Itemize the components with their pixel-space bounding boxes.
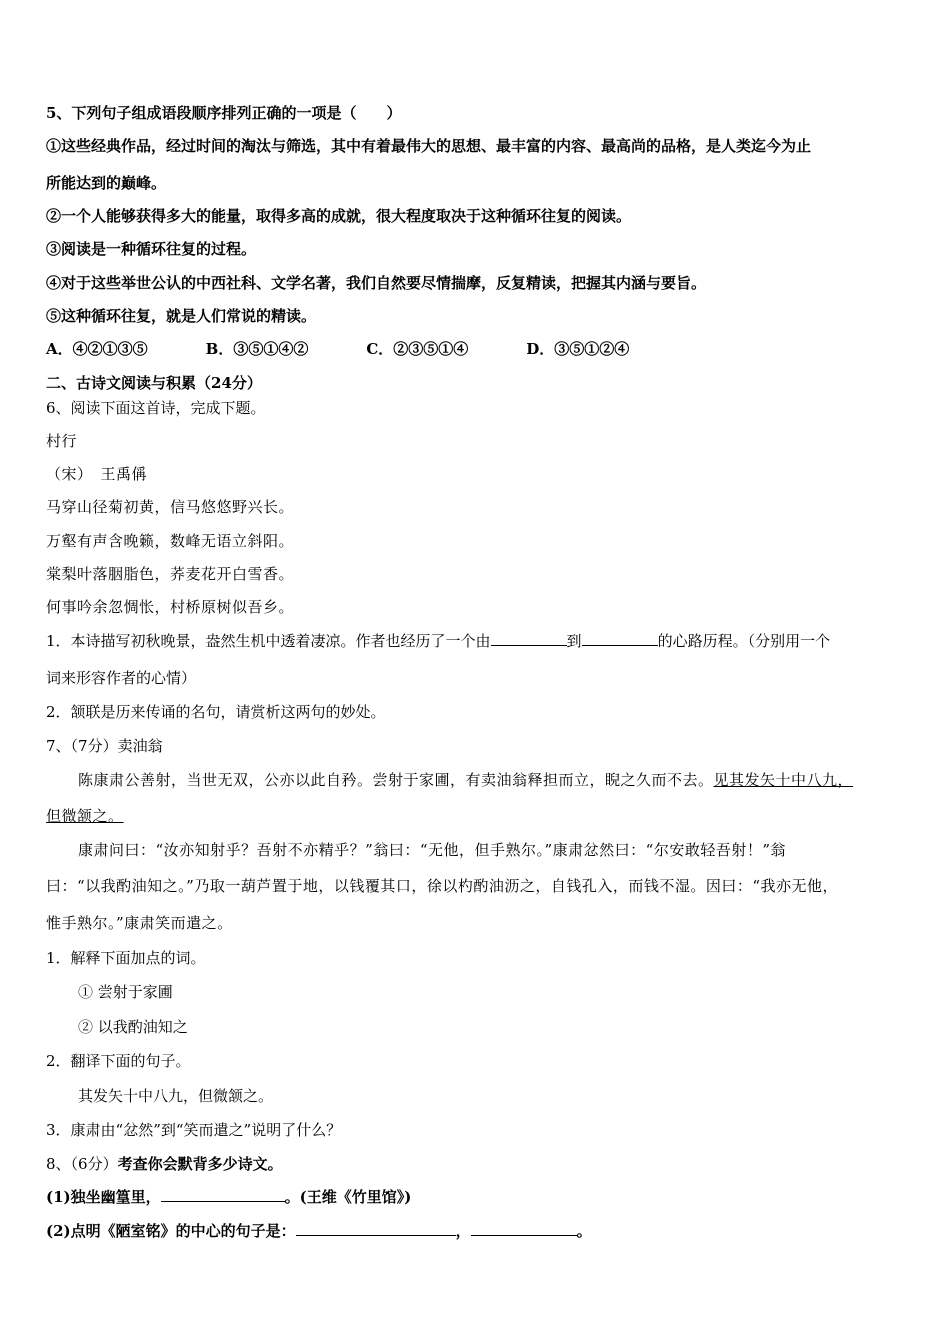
q6-sub2: 2．颔联是历来传诵的名句，请赏析这两句的妙处。 (46, 703, 386, 721)
q7-sub1-item: ② 以我酌油知之 (78, 1018, 188, 1036)
poem-line: 万壑有声含晚籁，数峰无语立斜阳。 (46, 532, 295, 550)
q8-item-2: (2)点明《陋室铭》的中心的句子是： ， 。 (46, 1222, 592, 1240)
answer-blank[interactable] (582, 631, 658, 646)
q8-stem: 8、（6分）考查你会默背多少诗文。 (46, 1155, 283, 1173)
poem-author: （宋） 王禹偁 (46, 465, 148, 483)
poem-line: 何事吟余忽惆怅，村桥原树似吾乡。 (46, 598, 295, 616)
q8-item-1: (1)独坐幽篁里， 。(王维《竹里馆》) (46, 1188, 412, 1206)
section-2-heading: 二、古诗文阅读与积累（24分） (46, 374, 262, 392)
q7-passage-2c: 惟手熟尔。”康肃笑而遣之。 (46, 914, 233, 932)
q5-sentence-5: ⑤这种循环往复，就是人们常说的精读。 (46, 307, 317, 325)
q7-passage-1a: 陈康肃公善射，当世无双，公亦以此自矜。尝射于家圃，有卖油翁释担而立，睨之久而不去。见其发矢十中八九， (78, 771, 854, 789)
option-a[interactable]: A．④②①③⑤ (46, 340, 148, 358)
q5-sentence-2: ②一个人能够获得多大的能量，取得多高的成就，很大程度取决于这种循环往复的阅读。 (46, 207, 632, 225)
poem-line: 棠梨叶落胭脂色，荞麦花开白雪香。 (46, 565, 295, 583)
answer-blank[interactable] (491, 631, 567, 646)
q6-sub1-cont: 词来形容作者的心情） (46, 669, 197, 687)
q6-stem: 6、阅读下面这首诗，完成下题。 (46, 399, 266, 417)
q7-sub2: 2．翻译下面的句子。 (46, 1052, 191, 1070)
q5-sentence-1a: ①这些经典作品，经过时间的淘汰与筛选，其中有着最伟大的思想、最丰富的内容、最高尚的品格，是人类迄今为止 (46, 137, 812, 155)
q7-passage-1b: 但微颔之。 (46, 807, 124, 825)
q5-options (46, 339, 687, 359)
answer-blank[interactable] (296, 1221, 456, 1236)
q7-sub3: 3．康肃由“忿然”到“笑而遣之”说明了什么？ (46, 1121, 342, 1139)
q7-passage-2b: 曰：“以我酌油知之。”乃取一葫芦置于地，以钱覆其口，徐以杓酌油沥之，自钱孔入，而钱不湿。因曰：“我亦无他， (46, 877, 839, 895)
option-c[interactable]: C．②③⑤①④ (366, 340, 469, 358)
q5-sentence-1b: 所能达到的巅峰。 (46, 174, 167, 192)
q5-sentence-4: ④对于这些举世公认的中西社科、文学名著，我们自然要尽情揣摩，反复精读，把握其内涵与要旨。 (46, 274, 707, 292)
q7-sub2-sentence: 其发矢十中八九，但微颔之。 (78, 1087, 274, 1105)
poem-title: 村行 (46, 432, 78, 450)
option-b[interactable]: B．③⑤①④② (205, 340, 309, 358)
q7-stem: 7、（7分）卖油翁 (46, 737, 163, 755)
q6-sub1: 1．本诗描写初秋晚景，盎然生机中透着凄凉。作者也经历了一个由 到 的心路历程。（分别用一个 (46, 632, 831, 650)
answer-blank[interactable] (471, 1221, 577, 1236)
underlined-sentence: 见其发矢十中八九， (713, 771, 854, 789)
q7-passage-2a: 康肃问曰：“汝亦知射乎？吾射不亦精乎？”翁曰：“无他，但手熟尔。”康肃忿然曰：“尔安敢轻吾射！”翁 (78, 841, 787, 859)
q7-sub1: 1．解释下面加点的词。 (46, 949, 206, 967)
option-d[interactable]: D．③⑤①②④ (526, 340, 630, 358)
poem-line: 马穿山径菊初黄，信马悠悠野兴长。 (46, 498, 295, 516)
answer-blank[interactable] (161, 1187, 285, 1202)
q7-sub1-item: ① 尝射于家圃 (78, 983, 173, 1001)
q5-stem: 5、下列句子组成语段顺序排列正确的一项是（ ） (46, 104, 402, 122)
q5-sentence-3: ③阅读是一种循环往复的过程。 (46, 240, 257, 258)
